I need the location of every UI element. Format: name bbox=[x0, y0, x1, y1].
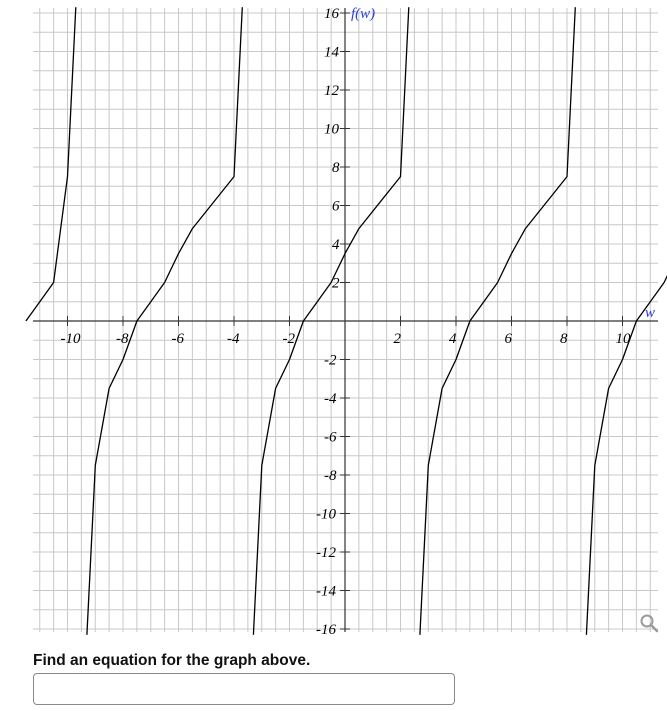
y-tick-label: 8 bbox=[332, 160, 340, 176]
y-tick-label: -10 bbox=[316, 506, 336, 523]
y-tick-label: -6 bbox=[324, 429, 337, 446]
x-axis-label: w bbox=[645, 305, 656, 321]
x-tick-label: -4 bbox=[227, 331, 240, 347]
y-tick-label: 2 bbox=[332, 275, 340, 292]
y-tick-label: -14 bbox=[316, 583, 336, 600]
y-tick-label: 16 bbox=[324, 6, 339, 22]
x-tick-label: -10 bbox=[60, 331, 81, 347]
y-tick-label: -8 bbox=[324, 468, 337, 484]
y-tick-label: -4 bbox=[324, 391, 337, 407]
y-tick-label: -2 bbox=[324, 352, 337, 369]
y-axis-label: f(w) bbox=[351, 6, 376, 22]
x-tick-label: -2 bbox=[282, 331, 295, 347]
y-tick-label: 4 bbox=[332, 237, 340, 253]
question-prompt: Find an equation for the graph above. bbox=[33, 652, 311, 669]
y-tick-label: -12 bbox=[316, 545, 336, 561]
y-tick-label: -16 bbox=[316, 622, 336, 638]
x-tick-label: 2 bbox=[393, 331, 401, 347]
x-tick-label: 4 bbox=[449, 331, 457, 347]
y-tick-label: 12 bbox=[324, 83, 339, 99]
axes bbox=[33, 8, 658, 632]
tick-labels bbox=[61, 6, 632, 638]
y-tick-label: 6 bbox=[332, 198, 340, 215]
answer-input[interactable] bbox=[33, 673, 455, 705]
x-tick-label: 10 bbox=[615, 331, 631, 347]
y-tick-label: 14 bbox=[324, 44, 339, 61]
x-tick-label: 8 bbox=[560, 331, 568, 347]
x-tick-label: 6 bbox=[504, 331, 512, 347]
tangent-branch bbox=[26, 7, 76, 321]
x-tick-label: -6 bbox=[171, 331, 184, 347]
x-tick-label: -8 bbox=[116, 331, 129, 347]
y-tick-label: 10 bbox=[324, 121, 339, 138]
magnifier-icon[interactable] bbox=[638, 612, 660, 634]
